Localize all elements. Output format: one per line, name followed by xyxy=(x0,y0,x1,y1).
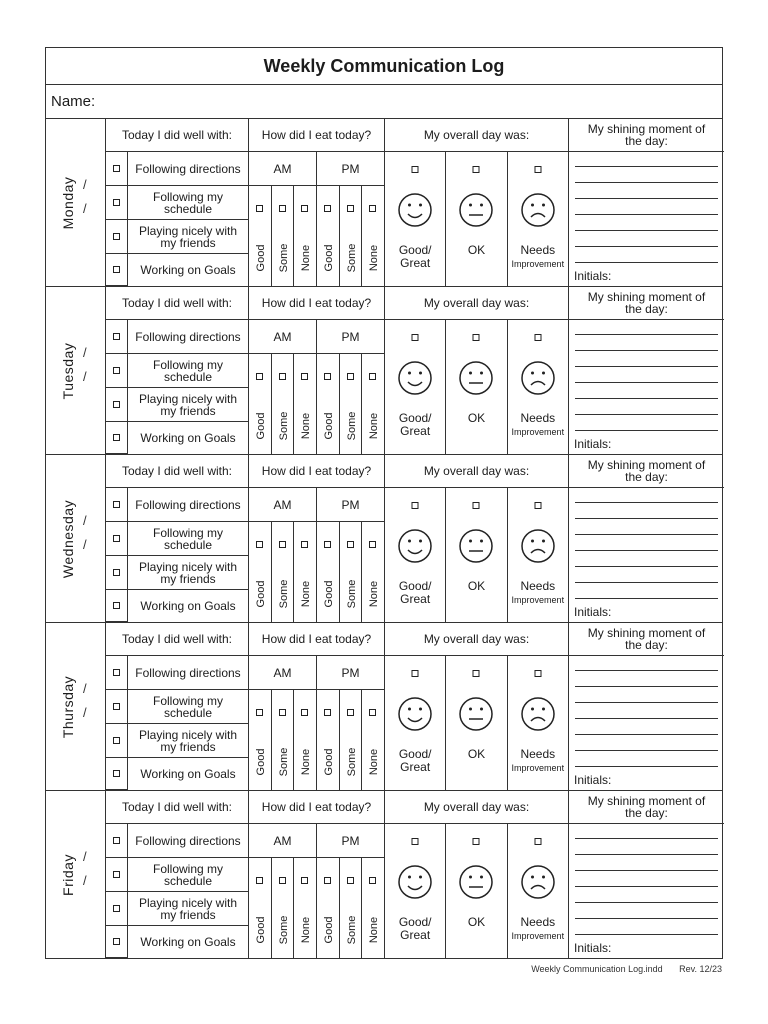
happy-face-icon xyxy=(398,528,432,568)
mood-option[interactable] xyxy=(446,320,507,454)
goal-checkbox[interactable] xyxy=(106,422,128,454)
goal-checkbox[interactable] xyxy=(106,926,128,958)
write-line[interactable] xyxy=(575,366,718,367)
meal-rating-column[interactable] xyxy=(272,858,295,958)
header-overall: My overall day was: xyxy=(385,791,569,824)
write-line[interactable] xyxy=(575,334,718,335)
goal-checkbox[interactable] xyxy=(106,320,128,354)
meal-rating-label: Good xyxy=(323,748,335,776)
meal-time-am: AM xyxy=(249,824,317,858)
meal-rating-column[interactable] xyxy=(249,354,272,454)
mood-label: Good/ Great xyxy=(398,411,432,438)
mood-label: OK xyxy=(467,915,486,929)
meal-rating-checkbox[interactable] xyxy=(369,541,376,548)
mood-option[interactable] xyxy=(508,824,569,958)
goal-label: Playing nicely with my friends xyxy=(128,388,249,422)
mood-label: Good/ Great xyxy=(398,579,432,606)
write-line[interactable] xyxy=(575,246,718,247)
day-name: Friday xyxy=(60,853,76,896)
goal-label: Following directions xyxy=(128,824,249,858)
meal-rating-label: Some xyxy=(277,747,290,777)
meal-rating-checkbox[interactable] xyxy=(324,877,331,884)
write-line[interactable] xyxy=(575,902,718,903)
meal-rating-checkbox[interactable] xyxy=(369,373,376,380)
mood-option[interactable] xyxy=(385,488,446,622)
sad-face-icon xyxy=(521,192,555,232)
happy-face-icon xyxy=(398,696,432,736)
write-line[interactable] xyxy=(575,750,718,751)
meal-time-pm: PM xyxy=(317,488,385,522)
write-line[interactable] xyxy=(575,502,718,503)
sad-face-icon xyxy=(521,528,555,568)
meal-rating-column[interactable] xyxy=(294,858,317,958)
write-line[interactable] xyxy=(575,214,718,215)
initials-label: Initials: xyxy=(574,941,612,955)
write-line[interactable] xyxy=(575,734,718,735)
meal-rating-checkbox[interactable] xyxy=(369,709,376,716)
write-line[interactable] xyxy=(575,398,718,399)
goal-label: Working on Goals xyxy=(128,758,249,790)
meal-rating-column[interactable] xyxy=(317,522,340,622)
day-section-friday xyxy=(46,791,722,958)
meal-rating-checkbox[interactable] xyxy=(369,877,376,884)
goal-label: Playing nicely with my friends xyxy=(128,892,249,926)
meal-rating-column[interactable] xyxy=(317,690,340,790)
write-line[interactable] xyxy=(575,550,718,551)
mood-option[interactable] xyxy=(385,152,446,286)
meal-rating-label: Good xyxy=(255,244,267,272)
initials-label: Initials: xyxy=(574,773,612,787)
neutral-face-icon xyxy=(459,360,493,400)
meal-rating-column[interactable] xyxy=(317,186,340,286)
goal-label: Following directions xyxy=(128,152,249,186)
day-name: Wednesday xyxy=(60,499,76,578)
mood-checkbox[interactable] xyxy=(473,166,480,173)
header-shining: My shining moment of the day: xyxy=(569,119,724,152)
meal-rating-column[interactable] xyxy=(340,186,363,286)
mood-label: OK xyxy=(467,243,486,257)
goal-label: Following my schedule xyxy=(128,186,249,220)
sad-face-icon xyxy=(521,696,555,736)
goal-label: Playing nicely with my friends xyxy=(128,556,249,590)
meal-rating-checkbox[interactable] xyxy=(279,877,286,884)
mood-checkbox[interactable] xyxy=(534,670,541,677)
goal-label: Playing nicely with my friends xyxy=(128,724,249,758)
day-section-thursday xyxy=(46,623,722,791)
meal-rating-label: None xyxy=(300,580,313,608)
meal-rating-checkbox[interactable] xyxy=(347,709,354,716)
date-slash: / xyxy=(83,201,87,216)
write-line[interactable] xyxy=(575,518,718,519)
meal-rating-label: None xyxy=(368,244,381,272)
meal-rating-column[interactable] xyxy=(317,858,340,958)
happy-face-icon xyxy=(398,192,432,232)
meal-rating-checkbox[interactable] xyxy=(279,205,286,212)
meal-time-am: AM xyxy=(249,152,317,186)
shining-moment-lines[interactable] xyxy=(569,320,724,454)
meal-rating-label: Some xyxy=(277,915,290,945)
header-eat: How did I eat today? xyxy=(249,455,385,488)
goal-label: Following my schedule xyxy=(128,354,249,388)
goal-checkbox[interactable] xyxy=(106,656,128,690)
mood-option[interactable] xyxy=(446,488,507,622)
goal-label: Working on Goals xyxy=(128,590,249,622)
mood-checkbox[interactable] xyxy=(412,838,419,845)
meal-rating-label: Some xyxy=(345,579,358,609)
meal-rating-checkbox[interactable] xyxy=(301,205,308,212)
goal-checkbox[interactable] xyxy=(106,690,128,724)
header-overall: My overall day was: xyxy=(385,623,569,656)
day-label-column xyxy=(46,623,106,790)
write-line[interactable] xyxy=(575,414,718,415)
goal-checkbox[interactable] xyxy=(106,254,128,286)
date-slash: / xyxy=(83,681,87,696)
meal-rating-label: Good xyxy=(323,916,335,944)
meal-rating-column[interactable] xyxy=(340,858,363,958)
meal-rating-column[interactable] xyxy=(294,690,317,790)
day-section-tuesday xyxy=(46,287,722,455)
goal-label: Working on Goals xyxy=(128,926,249,958)
mood-option[interactable] xyxy=(385,320,446,454)
meal-rating-checkbox[interactable] xyxy=(301,877,308,884)
write-line[interactable] xyxy=(575,198,718,199)
write-line[interactable] xyxy=(575,582,718,583)
meal-rating-column[interactable] xyxy=(272,522,295,622)
footer-rev: Rev. 12/23 xyxy=(679,964,722,974)
goal-label: Following my schedule xyxy=(128,522,249,556)
write-line[interactable] xyxy=(575,838,718,839)
meal-rating-column[interactable] xyxy=(362,690,385,790)
write-line[interactable] xyxy=(575,566,718,567)
write-line[interactable] xyxy=(575,934,718,935)
meal-rating-label: Some xyxy=(277,243,290,273)
goal-label: Working on Goals xyxy=(128,254,249,286)
header-did-well: Today I did well with: xyxy=(106,287,249,320)
meal-rating-label: None xyxy=(368,748,381,776)
goal-checkbox[interactable] xyxy=(106,388,128,422)
mood-label: OK xyxy=(467,747,486,761)
meal-rating-label: Some xyxy=(345,747,358,777)
goal-checkbox[interactable] xyxy=(106,152,128,186)
meal-rating-column[interactable] xyxy=(294,186,317,286)
mood-option[interactable] xyxy=(385,824,446,958)
mood-label: OK xyxy=(467,579,486,593)
header-did-well: Today I did well with: xyxy=(106,623,249,656)
meal-rating-label: Some xyxy=(277,579,290,609)
header-eat: How did I eat today? xyxy=(249,791,385,824)
write-line[interactable] xyxy=(575,886,718,887)
meal-rating-column[interactable] xyxy=(317,354,340,454)
mood-checkbox[interactable] xyxy=(412,166,419,173)
goal-checkbox[interactable] xyxy=(106,186,128,220)
meal-rating-label: Good xyxy=(255,580,267,608)
mood-label: Good/ Great xyxy=(398,915,432,942)
date-slash: / xyxy=(83,369,87,384)
header-overall: My overall day was: xyxy=(385,455,569,488)
day-section-monday xyxy=(46,119,722,287)
neutral-face-icon xyxy=(459,528,493,568)
write-line[interactable] xyxy=(575,598,718,599)
meal-rating-column[interactable] xyxy=(272,186,295,286)
meal-time-am: AM xyxy=(249,656,317,690)
meal-rating-label: None xyxy=(368,916,381,944)
mood-label: Good/ Great xyxy=(398,747,432,774)
date-slash: / xyxy=(83,849,87,864)
date-slash: / xyxy=(83,345,87,360)
meal-rating-column[interactable] xyxy=(362,858,385,958)
write-line[interactable] xyxy=(575,182,718,183)
write-line[interactable] xyxy=(575,534,718,535)
mood-checkbox[interactable] xyxy=(473,670,480,677)
meal-rating-checkbox[interactable] xyxy=(324,541,331,548)
meal-rating-column[interactable] xyxy=(294,522,317,622)
mood-checkbox[interactable] xyxy=(412,502,419,509)
mood-label: Needs Improvement xyxy=(511,579,565,605)
footer-file: Weekly Communication Log.indd xyxy=(531,964,663,974)
write-line[interactable] xyxy=(575,350,718,351)
mood-checkbox[interactable] xyxy=(412,334,419,341)
meal-rating-label: Some xyxy=(345,915,358,945)
goal-checkbox[interactable] xyxy=(106,220,128,254)
mood-option[interactable] xyxy=(508,656,569,790)
header-did-well: Today I did well with: xyxy=(106,791,249,824)
meal-time-pm: PM xyxy=(317,320,385,354)
meal-rating-checkbox[interactable] xyxy=(301,373,308,380)
mood-option[interactable] xyxy=(385,656,446,790)
meal-rating-label: Good xyxy=(323,580,335,608)
meal-rating-label: Good xyxy=(323,412,335,440)
meal-rating-checkbox[interactable] xyxy=(256,877,263,884)
meal-rating-checkbox[interactable] xyxy=(279,541,286,548)
meal-time-pm: PM xyxy=(317,656,385,690)
title-row xyxy=(46,48,722,85)
mood-option[interactable] xyxy=(446,656,507,790)
date-slash: / xyxy=(83,873,87,888)
goal-checkbox[interactable] xyxy=(106,522,128,556)
write-line[interactable] xyxy=(575,870,718,871)
meal-rating-column[interactable] xyxy=(362,186,385,286)
mood-checkbox[interactable] xyxy=(534,166,541,173)
meal-rating-checkbox[interactable] xyxy=(324,373,331,380)
goal-label: Following my schedule xyxy=(128,690,249,724)
meal-rating-column[interactable] xyxy=(362,354,385,454)
goal-checkbox[interactable] xyxy=(106,758,128,790)
date-slash: / xyxy=(83,705,87,720)
day-section-wednesday xyxy=(46,455,722,623)
meal-rating-column[interactable] xyxy=(249,690,272,790)
meal-rating-label: Good xyxy=(255,748,267,776)
shining-moment-lines[interactable] xyxy=(569,656,724,790)
write-line[interactable] xyxy=(575,766,718,767)
communication-log-sheet xyxy=(45,47,723,959)
mood-option[interactable] xyxy=(508,320,569,454)
header-eat: How did I eat today? xyxy=(249,119,385,152)
write-line[interactable] xyxy=(575,918,718,919)
meal-rating-checkbox[interactable] xyxy=(347,373,354,380)
neutral-face-icon xyxy=(459,864,493,904)
neutral-face-icon xyxy=(459,192,493,232)
goal-label: Following directions xyxy=(128,320,249,354)
meal-rating-checkbox[interactable] xyxy=(279,709,286,716)
sad-face-icon xyxy=(521,864,555,904)
day-label-column xyxy=(46,455,106,622)
meal-rating-checkbox[interactable] xyxy=(256,541,263,548)
day-name: Monday xyxy=(60,176,76,229)
meal-rating-label: Some xyxy=(345,243,358,273)
goal-checkbox[interactable] xyxy=(106,556,128,590)
meal-rating-checkbox[interactable] xyxy=(347,205,354,212)
header-shining: My shining moment of the day: xyxy=(569,455,724,488)
name-field[interactable] xyxy=(46,85,722,119)
meal-rating-checkbox[interactable] xyxy=(301,541,308,548)
name-label: Name: xyxy=(51,93,96,110)
goal-label: Following directions xyxy=(128,656,249,690)
mood-label: Needs Improvement xyxy=(511,915,565,941)
mood-option[interactable] xyxy=(508,152,569,286)
mood-checkbox[interactable] xyxy=(473,838,480,845)
neutral-face-icon xyxy=(459,696,493,736)
meal-rating-checkbox[interactable] xyxy=(324,205,331,212)
meal-rating-label: None xyxy=(300,412,313,440)
goal-checkbox[interactable] xyxy=(106,724,128,758)
initials-label: Initials: xyxy=(574,269,612,283)
meal-rating-checkbox[interactable] xyxy=(347,541,354,548)
meal-rating-label: None xyxy=(300,916,313,944)
meal-rating-label: Some xyxy=(345,411,358,441)
write-line[interactable] xyxy=(575,430,718,431)
header-shining: My shining moment of the day: xyxy=(569,623,724,656)
mood-checkbox[interactable] xyxy=(534,502,541,509)
day-label-column xyxy=(46,119,106,286)
meal-rating-column[interactable] xyxy=(362,522,385,622)
write-line[interactable] xyxy=(575,230,718,231)
meal-rating-label: Good xyxy=(255,412,267,440)
mood-label: Needs Improvement xyxy=(511,243,565,269)
goal-label: Following directions xyxy=(128,488,249,522)
write-line[interactable] xyxy=(575,382,718,383)
initials-label: Initials: xyxy=(574,437,612,451)
meal-rating-checkbox[interactable] xyxy=(301,709,308,716)
header-shining: My shining moment of the day: xyxy=(569,287,724,320)
meal-time-pm: PM xyxy=(317,152,385,186)
initials-label: Initials: xyxy=(574,605,612,619)
goal-label: Following my schedule xyxy=(128,858,249,892)
goal-checkbox[interactable] xyxy=(106,892,128,926)
shining-moment-lines[interactable] xyxy=(569,488,724,622)
header-shining: My shining moment of the day: xyxy=(569,791,724,824)
days-container xyxy=(46,119,722,958)
mood-label: Needs Improvement xyxy=(511,747,565,773)
write-line[interactable] xyxy=(575,702,718,703)
goal-checkbox[interactable] xyxy=(106,858,128,892)
goal-checkbox[interactable] xyxy=(106,488,128,522)
meal-rating-label: Good xyxy=(255,916,267,944)
header-overall: My overall day was: xyxy=(385,287,569,320)
meal-rating-column[interactable] xyxy=(340,354,363,454)
write-line[interactable] xyxy=(575,854,718,855)
mood-checkbox[interactable] xyxy=(534,334,541,341)
sad-face-icon xyxy=(521,360,555,400)
meal-time-pm: PM xyxy=(317,824,385,858)
meal-rating-label: None xyxy=(300,244,313,272)
mood-option[interactable] xyxy=(446,152,507,286)
date-slash: / xyxy=(83,513,87,528)
meal-rating-column[interactable] xyxy=(294,354,317,454)
date-slash: / xyxy=(83,537,87,552)
shining-moment-lines[interactable] xyxy=(569,824,724,958)
mood-option[interactable] xyxy=(508,488,569,622)
goal-checkbox[interactable] xyxy=(106,590,128,622)
mood-label: Needs Improvement xyxy=(511,411,565,437)
meal-rating-checkbox[interactable] xyxy=(347,877,354,884)
meal-rating-column[interactable] xyxy=(272,690,295,790)
write-line[interactable] xyxy=(575,686,718,687)
mood-option[interactable] xyxy=(446,824,507,958)
goal-checkbox[interactable] xyxy=(106,354,128,388)
header-eat: How did I eat today? xyxy=(249,623,385,656)
header-overall: My overall day was: xyxy=(385,119,569,152)
meal-rating-column[interactable] xyxy=(272,354,295,454)
goal-checkbox[interactable] xyxy=(106,824,128,858)
meal-rating-checkbox[interactable] xyxy=(324,709,331,716)
header-did-well: Today I did well with: xyxy=(106,119,249,152)
date-slash: / xyxy=(83,177,87,192)
write-line[interactable] xyxy=(575,670,718,671)
mood-checkbox[interactable] xyxy=(473,334,480,341)
shining-moment-lines[interactable] xyxy=(569,152,724,286)
meal-rating-column[interactable] xyxy=(249,858,272,958)
write-line[interactable] xyxy=(575,718,718,719)
meal-rating-label: Some xyxy=(277,411,290,441)
mood-checkbox[interactable] xyxy=(534,838,541,845)
mood-label: Good/ Great xyxy=(398,243,432,270)
meal-rating-column[interactable] xyxy=(249,522,272,622)
meal-rating-column[interactable] xyxy=(249,186,272,286)
meal-rating-checkbox[interactable] xyxy=(279,373,286,380)
meal-rating-column[interactable] xyxy=(340,522,363,622)
day-label-column xyxy=(46,791,106,958)
day-label-column xyxy=(46,287,106,454)
mood-checkbox[interactable] xyxy=(473,502,480,509)
meal-time-am: AM xyxy=(249,488,317,522)
happy-face-icon xyxy=(398,360,432,400)
happy-face-icon xyxy=(398,864,432,904)
day-name: Thursday xyxy=(60,675,76,738)
meal-rating-label: None xyxy=(368,412,381,440)
goal-label: Playing nicely with my friends xyxy=(128,220,249,254)
mood-checkbox[interactable] xyxy=(412,670,419,677)
meal-rating-label: None xyxy=(368,580,381,608)
meal-rating-checkbox[interactable] xyxy=(256,373,263,380)
goal-label: Working on Goals xyxy=(128,422,249,454)
write-line[interactable] xyxy=(575,166,718,167)
meal-rating-checkbox[interactable] xyxy=(256,205,263,212)
write-line[interactable] xyxy=(575,262,718,263)
meal-rating-label: None xyxy=(300,748,313,776)
meal-rating-column[interactable] xyxy=(340,690,363,790)
meal-rating-checkbox[interactable] xyxy=(369,205,376,212)
header-did-well: Today I did well with: xyxy=(106,455,249,488)
footer xyxy=(517,964,722,974)
header-eat: How did I eat today? xyxy=(249,287,385,320)
meal-time-am: AM xyxy=(249,320,317,354)
day-name: Tuesday xyxy=(60,342,76,399)
mood-label: OK xyxy=(467,411,486,425)
page-title: Weekly Communication Log xyxy=(263,55,505,76)
meal-rating-checkbox[interactable] xyxy=(256,709,263,716)
meal-rating-label: Good xyxy=(323,244,335,272)
